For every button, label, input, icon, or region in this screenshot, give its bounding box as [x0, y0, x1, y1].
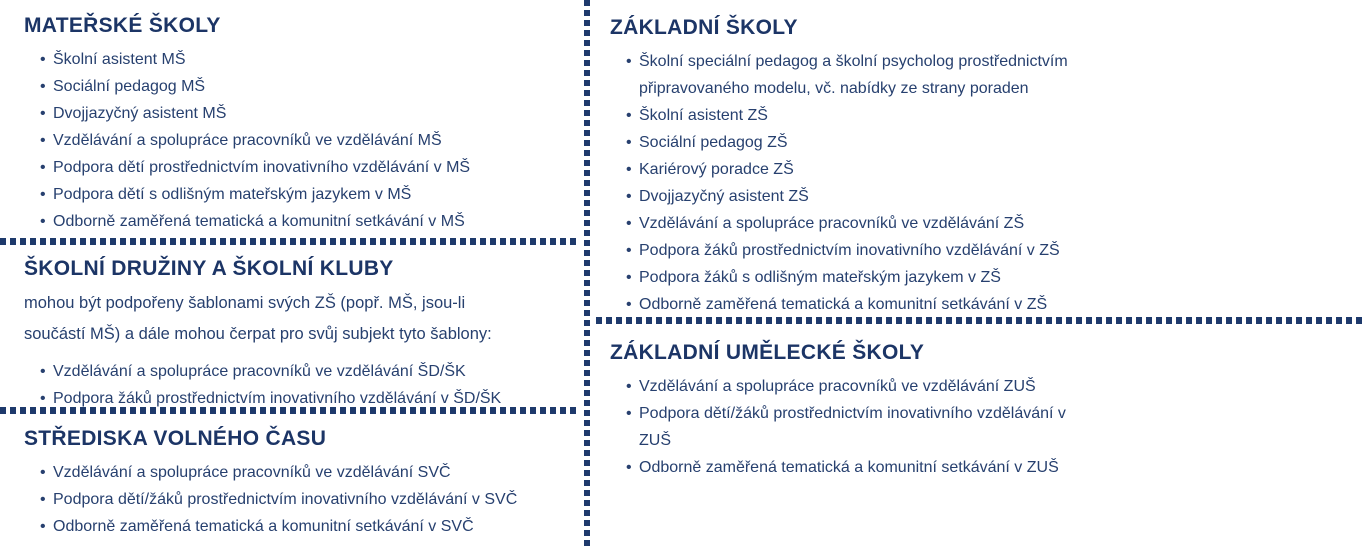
list-item: • Kariérový poradce ZŠ	[626, 156, 1126, 183]
list-item: • Školní asistent ZŠ	[626, 102, 1126, 129]
list-item: • Vzdělávání a spolupráce pracovníků ve vzdělávání MŠ	[40, 127, 576, 154]
dotted-divider-left-2	[0, 407, 578, 414]
list-item: • Podpora dětí/žáků prostřednictvím inovativního vzdělávání v SVČ	[40, 486, 576, 513]
list-item: • Školní asistent MŠ	[40, 46, 576, 73]
dotted-divider-left-1	[0, 238, 578, 245]
list-item: • Podpora dětí prostřednictvím inovativního vzdělávání v MŠ	[40, 154, 576, 181]
strediska-volneho-casu-list	[40, 459, 576, 540]
section-title-zakladni-skoly: ZÁKLADNÍ ŠKOLY	[610, 16, 798, 39]
materske-skoly-list	[40, 46, 576, 235]
zakladni-skoly-list	[626, 48, 1126, 318]
list-item: • Dvojjazyčný asistent ZŠ	[626, 183, 1126, 210]
list-item: • Podpora dětí/žáků prostřednictvím inovativního vzdělávání v ZUŠ	[626, 400, 1086, 454]
skolni-druziny-intro	[24, 288, 576, 350]
list-item: • Odborně zaměřená tematická a komunitní setkávání v MŠ	[40, 208, 576, 235]
list-item: • Odborně zaměřená tematická a komunitní setkávání v SVČ	[40, 513, 576, 540]
section-title-zakladni-umelecke-skoly: ZÁKLADNÍ UMĚLECKÉ ŠKOLY	[610, 341, 925, 364]
list-item: • Podpora žáků prostřednictvím inovativního vzdělávání v ZŠ	[626, 237, 1126, 264]
list-item: mohou být podpořeny šablonami svých ZŠ (popř. MŠ, jsou-li	[24, 294, 466, 312]
list-item: • Vzdělávání a spolupráce pracovníků ve vzdělávání ZUŠ	[626, 373, 1086, 400]
list-item: • Odborně zaměřená tematická a komunitní setkávání v ZUŠ	[626, 454, 1086, 481]
list-item: • Školní speciální pedagog a školní psycholog prostřednictvím připravovaného modelu, vč. nabídky ze strany poraden	[626, 48, 1126, 102]
section-title-strediska-volneho-casu: STŘEDISKA VOLNÉHO ČASU	[24, 427, 327, 450]
list-item: • Odborně zaměřená tematická a komunitní setkávání v ZŠ	[626, 291, 1126, 318]
section-title-skolni-druziny: ŠKOLNÍ DRUŽINY A ŠKOLNÍ KLUBY	[24, 257, 394, 280]
section-strediska-volneho-casu	[24, 427, 576, 540]
section-zakladni-umelecke-skoly	[610, 341, 1358, 481]
list-item: • Podpora žáků prostřednictvím inovativního vzdělávání v ŠD/ŠK	[40, 385, 576, 412]
list-item: • Vzdělávání a spolupráce pracovníků ve vzdělávání SVČ	[40, 459, 576, 486]
right-column	[591, 0, 1366, 549]
list-item: • Dvojjazyčný asistent MŠ	[40, 100, 576, 127]
section-skolni-druziny	[24, 257, 576, 412]
list-item: • Podpora dětí s odlišným mateřským jazykem v MŠ	[40, 181, 576, 208]
list-item: • Vzdělávání a spolupráce pracovníků ve vzdělávání ŠD/ŠK	[40, 358, 576, 385]
list-item: • Podpora žáků s odlišným mateřským jazykem v ZŠ	[626, 264, 1126, 291]
section-materske-skoly	[24, 14, 576, 235]
section-zakladni-skoly	[610, 16, 1358, 318]
section-title-materske-skoly: MATEŘSKÉ ŠKOLY	[24, 14, 221, 37]
skolni-druziny-list	[40, 358, 576, 412]
list-item: součástí MŠ) a dále mohou čerpat pro svůj subjekt tyto šablony:	[24, 325, 492, 343]
left-column	[0, 0, 584, 549]
zakladni-umelecke-skoly-list	[626, 373, 1086, 481]
dotted-divider-vertical	[584, 0, 590, 549]
list-item: • Vzdělávání a spolupráce pracovníků ve vzdělávání ZŠ	[626, 210, 1126, 237]
list-item: • Sociální pedagog MŠ	[40, 73, 576, 100]
list-item: • Sociální pedagog ZŠ	[626, 129, 1126, 156]
